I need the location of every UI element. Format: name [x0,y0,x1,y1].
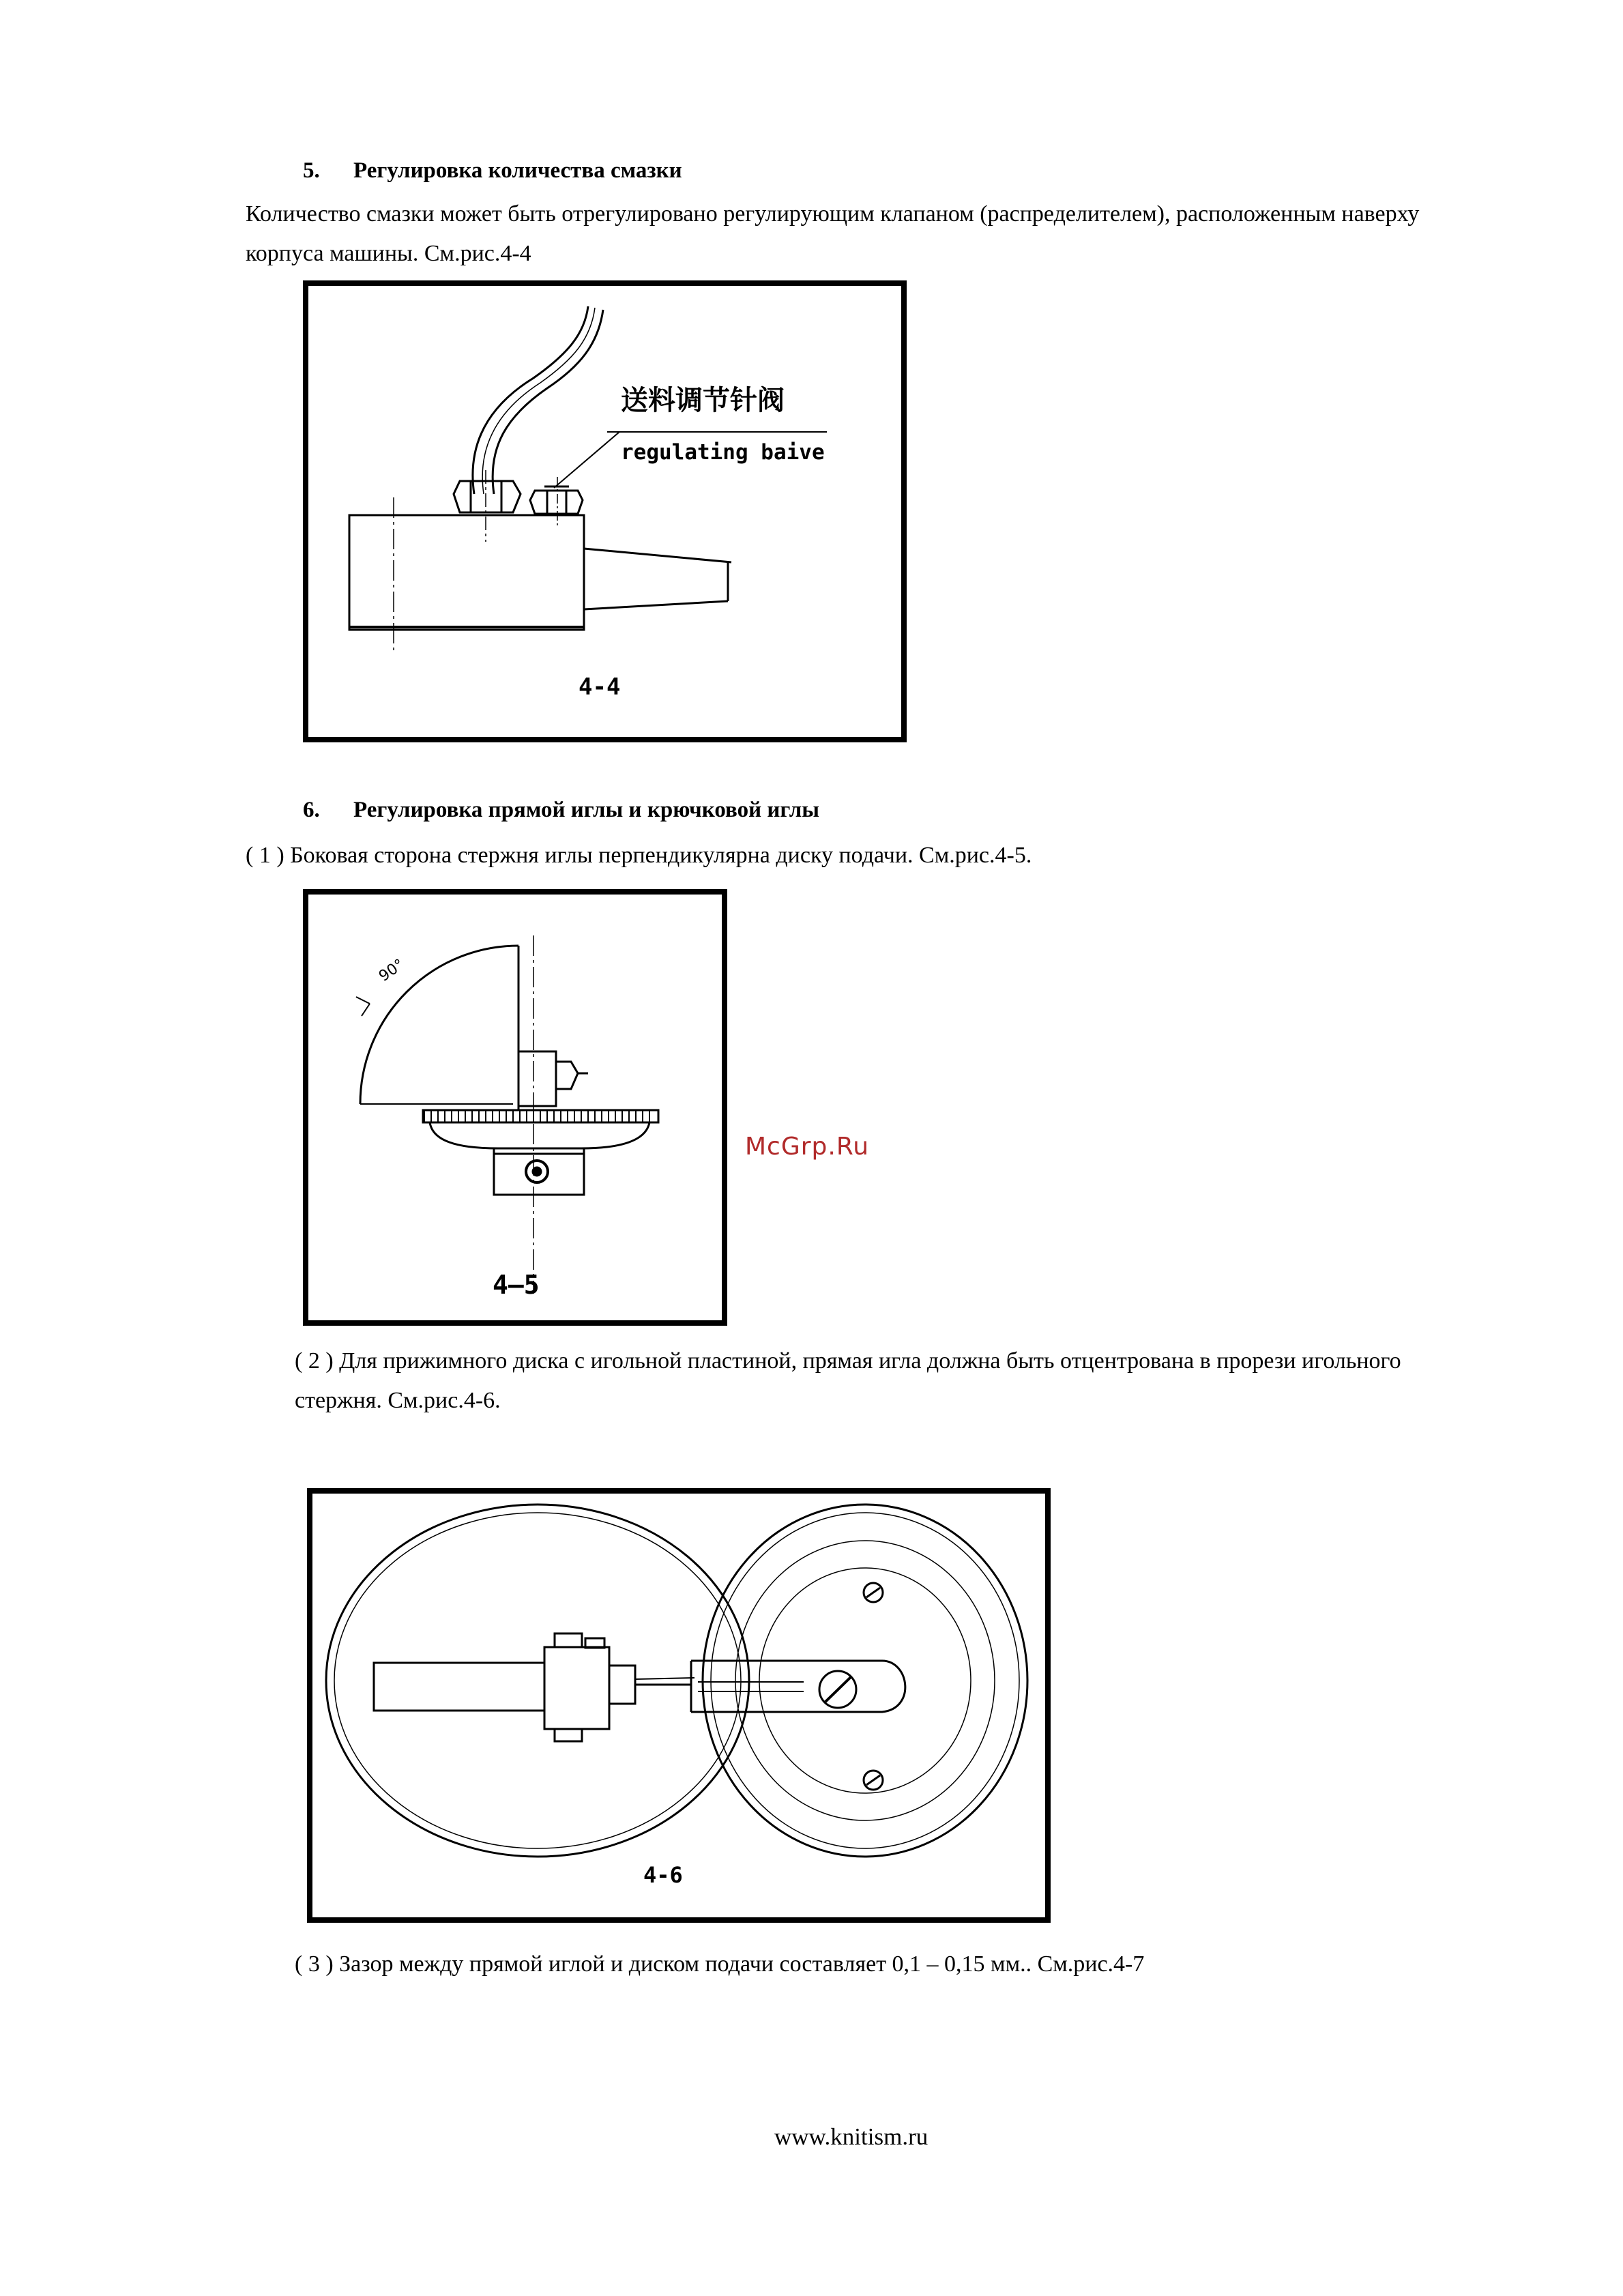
figure-4-5-drawing [308,895,722,1320]
figure-4-5 [303,889,727,1326]
figure-4-6-drawing [312,1494,1045,1917]
figure-4-4-label-cn: 送料调节针阀 [621,385,785,416]
section-5-number: 5. [303,158,320,183]
watermark: McGrp.Ru [745,1133,870,1161]
section-6-title: Регулировка прямой иглы и крючковой иглы [353,798,819,822]
figure-4-5-caption: 4–5 [493,1270,540,1300]
figure-4-4 [303,280,907,742]
figure-4-4-label-en: regulating baive [621,440,825,465]
section-6-item-1: ( 1 ) Боковая сторона стержня иглы перпендикулярна диску подачи. См.рис.4-5. [246,843,1032,868]
section-5-paragraph [246,194,1419,274]
section-6-item-3: ( 3 ) Зазор между прямой иглой и диском подачи составляет 0,1 – 0,15 мм.. См.рис.4-7 [295,1951,1145,1977]
section-5-text-line-1: Количество смазки может быть отрегулировано регулирующим клапаном (распределителем), расположенным наверху [246,201,1420,227]
section-6-item-2-line-2: стержня. См.рис.4-6. [295,1388,501,1413]
section-6-item-2 [295,1341,1401,1421]
figure-4-6 [307,1488,1051,1923]
section-5-title: Регулировка количества смазки [353,158,682,183]
section-5-heading [303,158,682,184]
figure-4-6-caption: 4-6 [643,1862,683,1888]
footer-link[interactable]: www.knitism.ru [774,2123,929,2150]
section-5-text-line-2: корпуса машины. См.рис.4-4 [246,241,531,266]
section-6-number: 6. [303,798,320,822]
section-6-heading [303,798,819,823]
section-6-item-2-line-1: ( 2 ) Для прижимного диска с игольной пластиной, прямая игла должна быть отцентрована в прорези игольного [295,1348,1401,1374]
figure-4-4-caption: 4-4 [579,673,621,701]
figure-4-5-angle-label: 90° [376,956,408,985]
figure-4-4-drawing [308,286,901,737]
